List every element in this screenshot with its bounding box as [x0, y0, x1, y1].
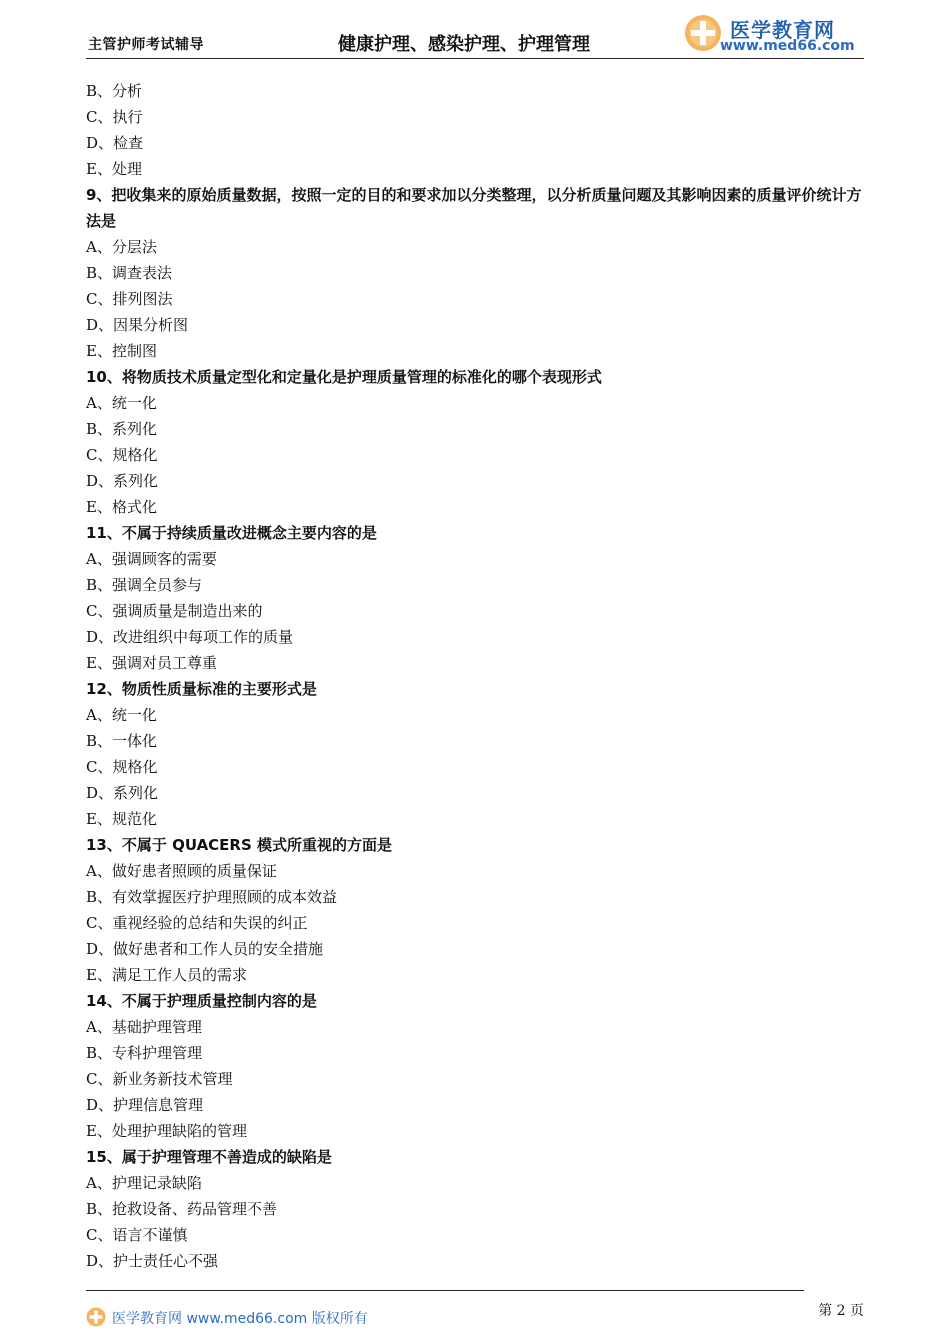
answer-option: D、护士责任心不强 — [86, 1252, 219, 1270]
answer-option: E、处理 — [86, 160, 142, 178]
site-logo[interactable] — [684, 14, 864, 58]
answer-option: B、有效掌握医疗护理照顾的成本效益 — [86, 888, 338, 906]
answer-option: E、强调对员工尊重 — [86, 654, 217, 672]
answer-option: C、规格化 — [86, 758, 158, 776]
question-text: 13、不属于 QUACERS 模式所重视的方面是 — [86, 836, 393, 854]
answer-option: E、格式化 — [86, 498, 157, 516]
answer-option: E、处理护理缺陷的管理 — [86, 1122, 247, 1140]
answer-option: D、做好患者和工作人员的安全措施 — [86, 940, 324, 958]
answer-option: C、语言不谨慎 — [86, 1226, 188, 1244]
footer-divider — [86, 1290, 804, 1291]
answer-option: D、系列化 — [86, 472, 159, 490]
answer-option: E、满足工作人员的需求 — [86, 966, 247, 984]
answer-option: A、基础护理管理 — [86, 1018, 202, 1036]
answer-option: B、强调全员参与 — [86, 576, 203, 594]
answer-option: D、检查 — [86, 134, 144, 152]
logo-name: 医学教育网 — [730, 18, 835, 42]
question-text: 14、不属于护理质量控制内容的是 — [86, 992, 317, 1010]
answer-option: A、护理记录缺陷 — [86, 1174, 202, 1192]
question-list — [86, 78, 866, 1274]
answer-option: B、调查表法 — [86, 264, 173, 282]
answer-option: A、分层法 — [86, 238, 157, 256]
answer-option: C、重视经验的总结和失误的纠正 — [86, 914, 308, 932]
answer-option: A、统一化 — [86, 706, 157, 724]
logo-cross-icon — [684, 14, 722, 52]
header-left-text: 主管护师考试辅导 — [88, 37, 204, 53]
answer-option: C、排列图法 — [86, 290, 173, 308]
question-text: 12、物质性质量标准的主要形式是 — [86, 680, 317, 698]
answer-option: D、因果分析图 — [86, 316, 189, 334]
page-footer — [86, 1303, 864, 1332]
logo-url[interactable]: www.med66.com — [720, 38, 855, 54]
answer-option: D、护理信息管理 — [86, 1096, 204, 1114]
question-text: 11、不属于持续质量改进概念主要内容的是 — [86, 524, 377, 542]
answer-option: A、做好患者照顾的质量保证 — [86, 862, 277, 880]
question-text: 9、把收集来的原始质量数据，按照一定的目的和要求加以分类整理，以分析质量问题及其影响因素的质量评价统计方法是 — [86, 186, 862, 230]
answer-option: C、规格化 — [86, 446, 158, 464]
page-header — [86, 18, 864, 59]
answer-option: E、规范化 — [86, 810, 157, 828]
question-text: 10、将物质技术质量定型化和定量化是护理质量管理的标准化的哪个表现形式 — [86, 368, 602, 386]
footer-copyright: 医学教育网 www.med66.com 版权所有 — [112, 1311, 368, 1327]
answer-option: A、统一化 — [86, 394, 157, 412]
answer-option: D、改进组织中每项工作的质量 — [86, 628, 294, 646]
footer-logo-icon — [86, 1307, 106, 1327]
question-text: 15、属于护理管理不善造成的缺陷是 — [86, 1148, 332, 1166]
header-title: 健康护理、感染护理、护理管理 — [338, 34, 590, 55]
answer-option: B、抢救设备、药品管理不善 — [86, 1200, 278, 1218]
answer-option: D、系列化 — [86, 784, 159, 802]
answer-option: B、专科护理管理 — [86, 1044, 203, 1062]
page-number: 第 2 页 — [818, 1303, 864, 1319]
answer-option: B、系列化 — [86, 420, 158, 438]
answer-option: A、强调顾客的需要 — [86, 550, 217, 568]
answer-option: C、新业务新技术管理 — [86, 1070, 233, 1088]
answer-option: B、一体化 — [86, 732, 158, 750]
answer-option: C、强调质量是制造出来的 — [86, 602, 263, 620]
answer-option: B、分析 — [86, 82, 143, 100]
answer-option: E、控制图 — [86, 342, 157, 360]
answer-option: C、执行 — [86, 108, 143, 126]
